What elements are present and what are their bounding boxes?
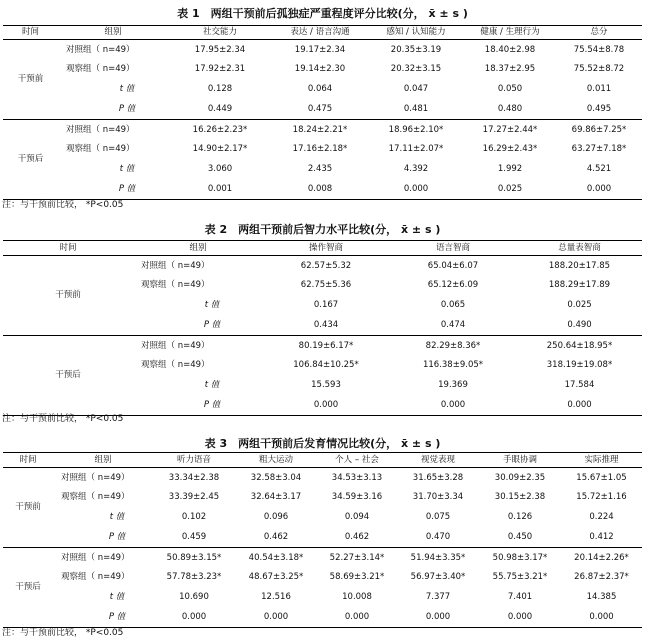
table2-header-2: 操作智商 bbox=[263, 241, 389, 256]
table-row bbox=[3, 588, 642, 608]
value-cell: 0.474 bbox=[389, 316, 517, 336]
value-cell: 0.025 bbox=[464, 180, 556, 200]
value-cell: 30.09±2.35 bbox=[494, 472, 546, 483]
value-cell: 62.75±5.36 bbox=[300, 280, 352, 291]
value-cell: 17.27±2.44* bbox=[482, 124, 538, 135]
value-cell: 4.392 bbox=[403, 164, 429, 175]
value-cell: 0.000 bbox=[368, 180, 464, 200]
value-cell: 0.000 bbox=[153, 608, 235, 628]
value-cell: 188.29±17.89 bbox=[548, 280, 611, 291]
value-cell: 51.94±3.35* bbox=[410, 552, 466, 563]
value-cell: 1.992 bbox=[497, 164, 523, 175]
value-cell: 0.000 bbox=[397, 608, 479, 628]
value-cell: 15.72±1.16 bbox=[576, 492, 627, 503]
value-cell: 20.32±3.15 bbox=[390, 64, 442, 75]
value-cell: 0.126 bbox=[507, 512, 533, 523]
value-cell: 0.434 bbox=[263, 316, 389, 336]
table3-header-6: 手眼协调 bbox=[479, 453, 561, 468]
table-row bbox=[3, 140, 642, 160]
value-cell: 0.000 bbox=[556, 180, 642, 200]
value-cell: 20.14±2.26* bbox=[574, 552, 629, 563]
value-cell: 55.75±3.21* bbox=[492, 572, 548, 583]
group-cell: P 值 bbox=[58, 100, 168, 120]
group-cell: 对照组（ n=49） bbox=[66, 44, 135, 55]
group-cell: 对照组（ n=49） bbox=[61, 472, 130, 483]
value-cell: 116.38±9.05* bbox=[422, 360, 484, 371]
value-cell: 0.470 bbox=[397, 528, 479, 548]
value-cell: 14.90±2.17* bbox=[192, 144, 248, 155]
group-cell: 观察组（ n=49） bbox=[66, 144, 135, 155]
value-cell: 0.050 bbox=[497, 84, 523, 95]
value-cell: 14.385 bbox=[586, 592, 617, 603]
value-cell: 0.102 bbox=[181, 512, 207, 523]
table2-header-0: 时间 bbox=[3, 241, 133, 256]
value-cell: 80.19±6.17* bbox=[298, 340, 354, 351]
table3-title: 表 3 两组干预前后发育情况比较(分， x̄ ± s ) bbox=[204, 437, 441, 450]
value-cell: 17.584 bbox=[564, 380, 595, 391]
value-cell: 34.59±3.16 bbox=[331, 492, 383, 503]
group-cell: 对照组（ n=49） bbox=[141, 260, 210, 271]
value-cell: 57.78±3.23* bbox=[166, 572, 222, 583]
table-row bbox=[3, 100, 642, 120]
table-row bbox=[3, 528, 642, 548]
value-cell: 16.29±2.43* bbox=[482, 144, 538, 155]
table3-header-4: 个人 – 社会 bbox=[317, 453, 397, 468]
table-row bbox=[3, 336, 642, 356]
value-cell: 0.000 bbox=[235, 608, 317, 628]
table3-header-3: 粗大运动 bbox=[235, 453, 317, 468]
value-cell: 0.001 bbox=[168, 180, 272, 200]
value-cell: 7.401 bbox=[507, 592, 533, 603]
table1-header-5: 健康 / 生理行为 bbox=[464, 26, 556, 40]
group-cell: t 值 bbox=[204, 300, 220, 311]
table-row bbox=[3, 256, 642, 276]
table2-header-4: 总量表智商 bbox=[517, 241, 642, 256]
value-cell: 31.65±3.28 bbox=[412, 472, 464, 483]
value-cell: 0.449 bbox=[168, 100, 272, 120]
value-cell: 0.008 bbox=[272, 180, 368, 200]
table1-header-4: 感知 / 认知能力 bbox=[368, 26, 464, 40]
group-cell: P 值 bbox=[133, 396, 263, 416]
table2 bbox=[3, 240, 642, 416]
value-cell: 0.412 bbox=[561, 528, 642, 548]
group-cell: P 值 bbox=[53, 528, 153, 548]
value-cell: 0.450 bbox=[479, 528, 561, 548]
value-cell: 0.047 bbox=[403, 84, 429, 95]
group-cell: t 值 bbox=[119, 84, 135, 95]
group-cell: P 值 bbox=[58, 180, 168, 200]
group-cell: P 值 bbox=[133, 316, 263, 336]
value-cell: 63.27±7.18* bbox=[571, 144, 627, 155]
value-cell: 30.15±2.38 bbox=[494, 492, 546, 503]
time-cell: 干预前 bbox=[3, 40, 58, 120]
value-cell: 4.521 bbox=[586, 164, 612, 175]
value-cell: 0.480 bbox=[464, 100, 556, 120]
value-cell: 20.35±3.19 bbox=[390, 44, 442, 55]
group-cell: t 值 bbox=[109, 592, 125, 603]
table-row bbox=[3, 40, 642, 60]
group-cell: 对照组（ n=49） bbox=[66, 124, 135, 135]
value-cell: 0.224 bbox=[589, 512, 614, 523]
group-cell: 观察组（ n=49） bbox=[61, 492, 130, 503]
value-cell: 0.490 bbox=[517, 316, 642, 336]
value-cell: 250.64±18.95* bbox=[546, 340, 613, 351]
time-cell: 干预后 bbox=[3, 120, 58, 200]
value-cell: 32.64±3.17 bbox=[250, 492, 302, 503]
value-cell: 318.19±19.08* bbox=[546, 360, 613, 371]
value-cell: 0.459 bbox=[153, 528, 235, 548]
value-cell: 10.008 bbox=[342, 592, 372, 603]
table3-header-1: 组别 bbox=[53, 453, 153, 468]
value-cell: 0.064 bbox=[307, 84, 333, 95]
table2-header-1: 组别 bbox=[133, 241, 263, 256]
table-row bbox=[3, 568, 642, 588]
value-cell: 17.16±2.18* bbox=[292, 144, 348, 155]
value-cell: 0.000 bbox=[263, 396, 389, 416]
time-cell: 干预后 bbox=[3, 336, 133, 416]
value-cell: 52.27±3.14* bbox=[329, 552, 385, 563]
value-cell: 0.462 bbox=[317, 528, 397, 548]
value-cell: 58.69±3.21* bbox=[329, 572, 385, 583]
table3-header-5: 视觉表现 bbox=[397, 453, 479, 468]
value-cell: 82.29±8.36* bbox=[425, 340, 481, 351]
table3-header-7: 实际推理 bbox=[561, 453, 642, 468]
value-cell: 16.26±2.23* bbox=[192, 124, 248, 135]
value-cell: 65.04±6.07 bbox=[427, 260, 479, 271]
value-cell: 10.690 bbox=[179, 592, 209, 603]
value-cell: 56.97±3.40* bbox=[410, 572, 466, 583]
table1-header-6: 总分 bbox=[556, 26, 642, 40]
table2-title: 表 2 两组干预前后智力水平比较(分， x̄ ± s ) bbox=[204, 223, 441, 236]
value-cell: 3.060 bbox=[207, 164, 233, 175]
value-cell: 0.495 bbox=[556, 100, 642, 120]
value-cell: 75.52±8.72 bbox=[573, 64, 625, 75]
value-cell: 0.000 bbox=[389, 396, 517, 416]
value-cell: 50.98±3.17* bbox=[492, 552, 548, 563]
group-cell: t 值 bbox=[109, 512, 125, 523]
time-cell: 干预前 bbox=[3, 256, 133, 336]
table1-title: 表 1 两组干预前后孤独症严重程度评分比较(分， x̄ ± s ) bbox=[177, 7, 468, 20]
value-cell: 69.86±7.25* bbox=[571, 124, 627, 135]
value-cell: 18.24±2.21* bbox=[292, 124, 348, 135]
value-cell: 0.167 bbox=[313, 300, 339, 311]
value-cell: 0.075 bbox=[425, 512, 451, 523]
table3-header-2: 听力语音 bbox=[153, 453, 235, 468]
value-cell: 17.92±2.31 bbox=[194, 64, 246, 75]
table1 bbox=[3, 25, 642, 200]
value-cell: 75.54±8.78 bbox=[573, 44, 625, 55]
value-cell: 65.12±6.09 bbox=[427, 280, 479, 291]
value-cell: 34.53±3.13 bbox=[331, 472, 383, 483]
value-cell: 7.377 bbox=[425, 592, 451, 603]
group-cell: 观察组（ n=49） bbox=[141, 280, 210, 291]
value-cell: 62.57±5.32 bbox=[300, 260, 352, 271]
value-cell: 18.40±2.98 bbox=[484, 44, 536, 55]
value-cell: 32.58±3.04 bbox=[250, 472, 302, 483]
value-cell: 0.000 bbox=[561, 608, 642, 628]
value-cell: 0.094 bbox=[344, 512, 370, 523]
table2-header-3: 语言智商 bbox=[389, 241, 517, 256]
value-cell: 0.462 bbox=[235, 528, 317, 548]
value-cell: 19.14±2.30 bbox=[294, 64, 346, 75]
value-cell: 17.95±2.34 bbox=[194, 44, 246, 55]
value-cell: 19.369 bbox=[438, 380, 468, 391]
value-cell: 18.96±2.10* bbox=[388, 124, 444, 135]
value-cell: 40.54±3.18* bbox=[248, 552, 304, 563]
value-cell: 48.67±3.25* bbox=[248, 572, 304, 583]
time-cell: 干预后 bbox=[3, 548, 53, 628]
value-cell: 31.70±3.34 bbox=[412, 492, 464, 503]
value-cell: 19.17±2.34 bbox=[294, 44, 346, 55]
table-row bbox=[3, 80, 642, 100]
table-row bbox=[3, 160, 642, 180]
value-cell: 188.20±17.85 bbox=[548, 260, 611, 271]
value-cell: 0.000 bbox=[517, 396, 642, 416]
group-cell: 对照组（ n=49） bbox=[141, 340, 210, 351]
group-cell: 观察组（ n=49） bbox=[66, 64, 135, 75]
table-row bbox=[3, 488, 642, 508]
group-cell: 观察组（ n=49） bbox=[141, 360, 210, 371]
group-cell: P 值 bbox=[53, 608, 153, 628]
value-cell: 2.435 bbox=[307, 164, 333, 175]
table-row bbox=[3, 60, 642, 80]
value-cell: 15.67±1.05 bbox=[576, 472, 627, 483]
table3-note: 注：与干预前比较， *P<0.05 bbox=[2, 628, 124, 638]
value-cell: 106.84±10.25* bbox=[293, 360, 359, 371]
value-cell: 26.87±2.37* bbox=[574, 572, 629, 583]
value-cell: 0.025 bbox=[567, 300, 592, 311]
value-cell: 0.128 bbox=[207, 84, 233, 95]
value-cell: 0.065 bbox=[440, 300, 466, 311]
table1-header-1: 组别 bbox=[58, 26, 168, 40]
table-row bbox=[3, 468, 642, 488]
value-cell: 0.000 bbox=[317, 608, 397, 628]
table3-header-0: 时间 bbox=[3, 453, 53, 468]
table-row bbox=[3, 508, 642, 528]
value-cell: 50.89±3.15* bbox=[166, 552, 222, 563]
group-cell: t 值 bbox=[204, 380, 220, 391]
table1-header-0: 时间 bbox=[3, 26, 58, 40]
value-cell: 15.593 bbox=[311, 380, 341, 391]
table3 bbox=[3, 452, 642, 628]
table-row bbox=[3, 548, 642, 568]
value-cell: 12.516 bbox=[261, 592, 291, 603]
value-cell: 0.011 bbox=[586, 84, 612, 95]
table1-header-3: 表达 / 语言沟通 bbox=[272, 26, 368, 40]
value-cell: 33.39±2.45 bbox=[168, 492, 220, 503]
table-row bbox=[3, 120, 642, 140]
table1-header-2: 社交能力 bbox=[168, 26, 272, 40]
table1-note: 注：与干预前比较， *P<0.05 bbox=[2, 200, 124, 210]
value-cell: 18.37±2.95 bbox=[484, 64, 536, 75]
group-cell: 对照组（ n=49） bbox=[61, 552, 130, 563]
value-cell: 0.481 bbox=[368, 100, 464, 120]
value-cell: 33.34±2.38 bbox=[168, 472, 220, 483]
value-cell: 17.11±2.07* bbox=[388, 144, 444, 155]
value-cell: 0.000 bbox=[479, 608, 561, 628]
time-cell: 干预前 bbox=[3, 468, 53, 548]
table2-note: 注：与干预前比较， *P<0.05 bbox=[2, 414, 124, 424]
group-cell: t 值 bbox=[119, 164, 135, 175]
group-cell: 观察组（ n=49） bbox=[61, 572, 130, 583]
value-cell: 0.096 bbox=[263, 512, 289, 523]
value-cell: 0.475 bbox=[272, 100, 368, 120]
